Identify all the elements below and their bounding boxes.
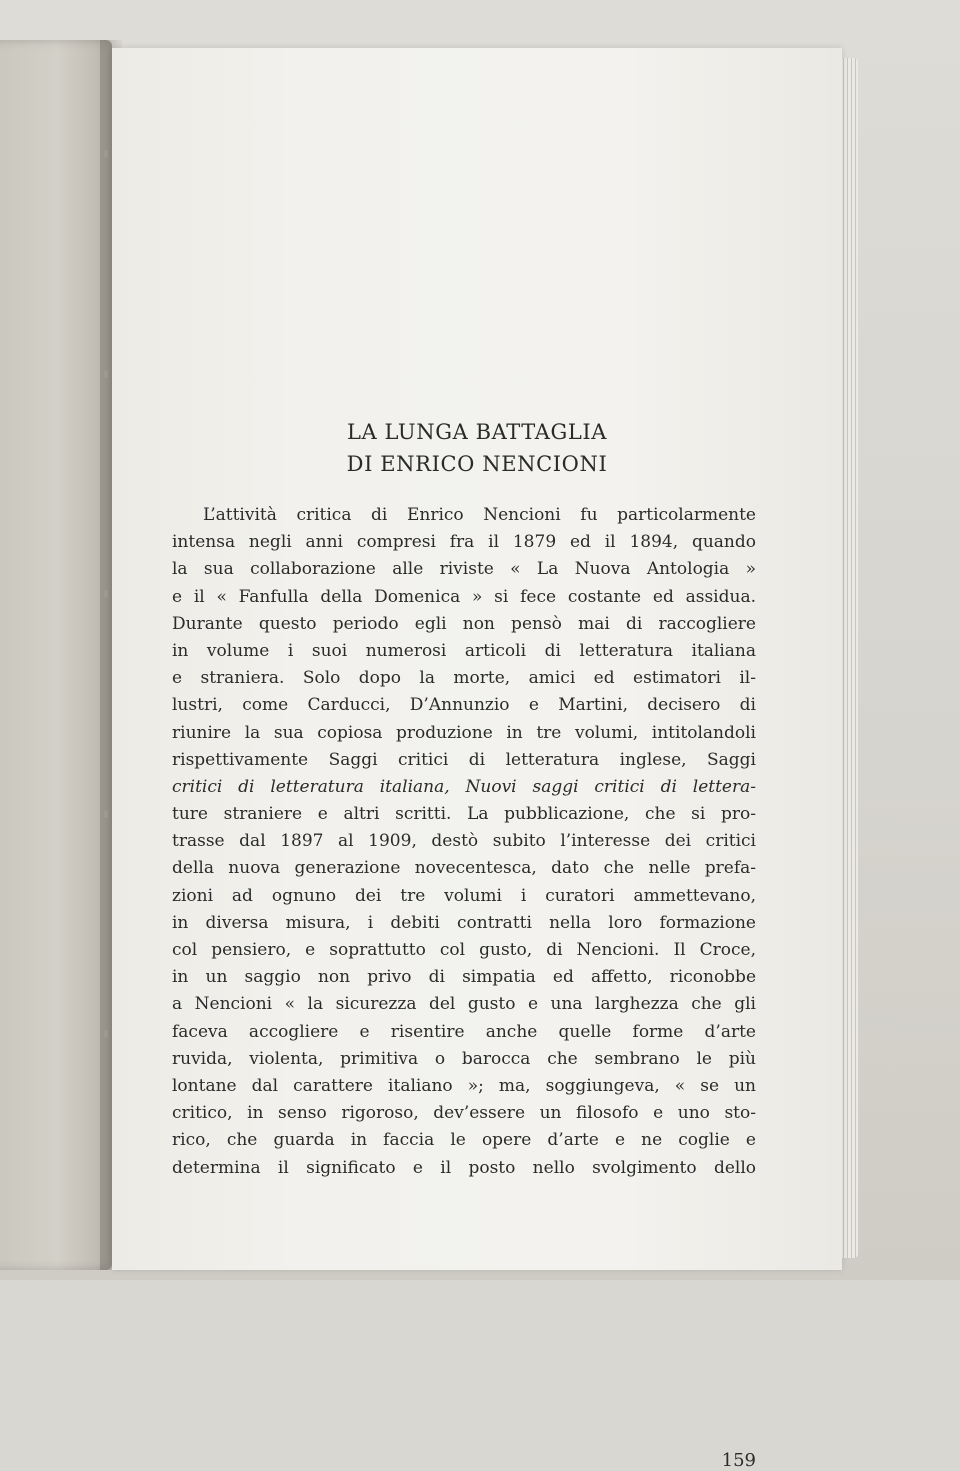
text-line: faceva accogliere e risentire anche quelle forme d’arte: [172, 1021, 756, 1042]
binding-stitch: [104, 370, 108, 378]
text-line: in diversa misura, i debiti contratti nella loro formazione: [172, 912, 756, 933]
text-line: intensa negli anni compresi fra il 1879 ed il 1894, quando: [172, 532, 756, 553]
body-paragraph: [172, 502, 756, 1471]
text-line: la sua collaborazione alle riviste « La Nuova Antologia »: [172, 559, 756, 580]
text-line: rico, che guarda in faccia le opere d’arte e ne coglie e: [172, 1130, 756, 1151]
text-line: ruvida, violenta, primitiva o barocca che sembrano le più: [172, 1048, 756, 1069]
text-line: lontane dal carattere italiano »; ma, soggiungeva, « se un: [172, 1075, 756, 1096]
text-line: critico, in senso rigoroso, dev’essere un filosofo e uno sto-: [172, 1103, 756, 1124]
page-number: 159: [721, 1450, 756, 1471]
text-line: L’attività critica di Enrico Nencioni fu particolarmente: [203, 505, 756, 525]
text-line: lustri, come Carducci, D’Annunzio e Martini, decisero di: [172, 695, 756, 716]
text-line: Durante questo periodo egli non pensò mai di raccogliere: [172, 613, 756, 634]
binding-stitch: [104, 590, 108, 598]
book-page: [112, 48, 842, 1471]
chapter-title-line-2: DI ENRICO NENCIONI: [346, 452, 608, 476]
left-page-edge: [0, 40, 112, 1270]
binding-stitch: [104, 810, 108, 818]
text-line: trasse dal 1897 al 1909, destò subito l’interesse dei critici: [172, 831, 756, 852]
text-line: e straniera. Solo dopo la morte, amici ed estimatori il-: [172, 668, 756, 689]
text-line: zioni ad ognuno dei tre volumi i curatori ammettevano,: [172, 885, 756, 906]
text-line: determina il significato e il posto nello svolgimento dello: [172, 1157, 756, 1178]
text-line: rispettivamente Saggi critici di letteratura inglese, Saggi: [172, 749, 756, 770]
text-line: in volume i suoi numerosi articoli di letteratura italiana: [172, 640, 756, 661]
binding-stitch: [104, 1030, 108, 1038]
text-line: critici di letteratura italiana, Nuovi saggi critici di lettera-: [172, 776, 756, 797]
binding-stitch: [104, 150, 108, 158]
chapter-title: [112, 416, 842, 480]
text-line: in un saggio non privo di simpatia ed affetto, riconobbe: [172, 967, 756, 988]
chapter-title-line-1: LA LUNGA BATTAGLIA: [346, 420, 608, 444]
text-line: col pensiero, e soprattutto col gusto, di Nencioni. Il Croce,: [172, 940, 756, 960]
text-line: riunire la sua copiosa produzione in tre volumi, intitolandoli: [172, 722, 756, 743]
text-line: della nuova generazione novecentesca, dato che nelle prefa-: [172, 858, 756, 879]
text-line: e il « Fanfulla della Domenica » si fece costante ed assidua.: [172, 586, 756, 607]
text-line: a Nencioni « la sicurezza del gusto e una larghezza che gli: [172, 994, 756, 1015]
text-line: ture straniere e altri scritti. La pubblicazione, che si pro-: [172, 804, 756, 825]
